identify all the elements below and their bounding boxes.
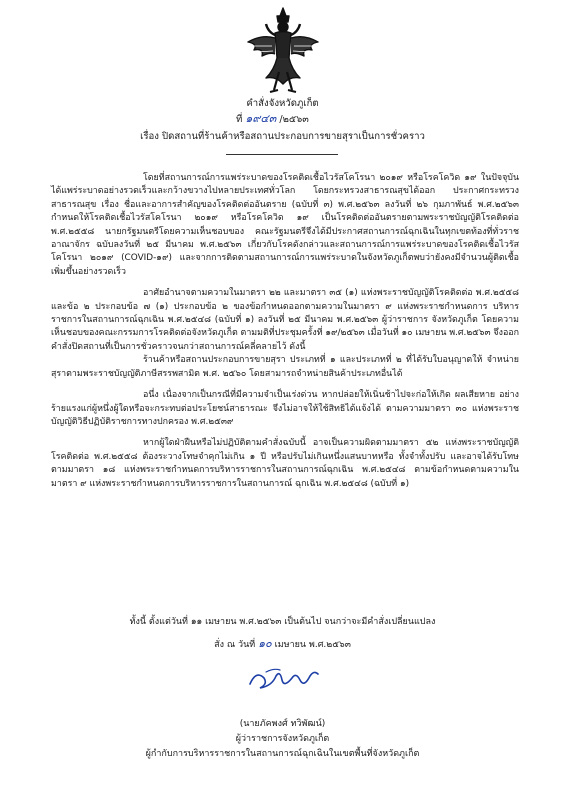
signed-day-handwritten: ๑๐ (258, 637, 272, 650)
document-number (236, 112, 309, 126)
paragraph-penalty: หากผู้ใดฝ่าฝืนหรือไม่ปฏิบัติตามคำสั่งฉบับนี้ อาจเป็นความผิดตามมาตรา ๕๒ แห่งพระราชบัญญัติโรคติดต่อ พ.ศ.๒๕๕๘ ต้องระวางโทษจำคุกไม่เกิน ๑ ปี หรือปรับไม่เกินหนึ่งแสนบาทหรือ ทั้งจำทั้งปรับ และอาจได้รับโทษตามมาตรา ๑๘ แห่งพระราชกำหนดการบริหารราชการในสถานการณ์ฉุกเฉิน พ.ศ.๒๕๔๘ ตามข้อกำหนดตามความในมาตรา ๙ แห่งพระราชกำหนดการบริหารราชการในสถานการณ์ ฉุกเฉิน พ.ศ.๒๕๔๘ (ฉบับที่ ๑) (51, 438, 519, 489)
document-number-prefix: ที่ (236, 114, 243, 125)
order-body (51, 172, 519, 491)
order-title: คำสั่งจังหวัดภูเก็ต (246, 98, 319, 109)
paragraph-urgency: อนึ่ง เนื่องจากเป็นกรณีที่มีความจำเป็นเร่งด่วน หากปล่อยให้เนิ่นช้าไปจะก่อให้เกิด ผลเสียหาย อย่างร้ายแรงแก่ผู้หนึ่งผู้ใดหรือจะกระทบต่อประโยชน์สาธารณะ จึงไม่อาจให้ใช้สิทธิได้แจ้งได้ ตามความมาตรา ๓๐ แห่งพระราชบัญญัติวิธีปฏิบัติราชการทางปกครอง พ.ศ.๒๕๓๙ (51, 390, 520, 427)
paragraph-authority: อาศัยอำนาจตามความในมาตรา ๒๒ และมาตรา ๓๕ (๑) แห่งพระราชบัญญัติโรคติดต่อ พ.ศ.๒๕๕๘ และข้อ ๒ ประกอบข้อ ๗ (๑) ประกอบข้อ ๒ ของข้อกำหนดออกตามความในมาตรา ๙ แห่งพระราชกำหนดการ บริหารราชการในสถานการณ์ฉุกเฉิน พ.ศ.๒๕๔๘ (ฉบับที่ ๑) ลงวันที่ ๒๕ มีนาคม พ.ศ.๒๕๖๓ ผู้ว่าราชการ จังหวัดภูเก็ต โดยความเห็นชอบของคณะกรรมการโรคติดต่อจังหวัดภูเก็ต ตามมติที่ประชุมครั้งที่ ๑๙/๒๕๖๓ เมื่อวันที่ ๑๐ เมษายน พ.ศ.๒๕๖๓ จึงออกคำสั่งปิดสถานที่เป็นการชั่วคราวจนกว่าสถานการณ์คลี่คลายไว้ ดังนี้ (51, 288, 519, 352)
document-number-handwritten: ๑๙๔๓ (245, 112, 277, 125)
handwritten-signature (246, 664, 322, 694)
document-year: /๒๕๖๓ (279, 114, 309, 125)
signed-date: สั่ง ณ วันที่ ๑๐ เมษายน พ.ศ.๒๕๖๓ (214, 637, 351, 650)
subject-line: เรื่อง ปิดสถานที่ร้านค้าหรือสถานประกอบการขายสุราเป็นการชั่วคราว (140, 131, 425, 142)
garuda-emblem-icon (244, 6, 322, 98)
divider (226, 154, 338, 155)
signatory-position: ผู้ว่าราชการจังหวัดภูเก็ต (235, 734, 330, 744)
paragraph-situation: โดยที่สถานการณ์การแพร่ระบาดของโรคติดเชื้อไวรัสโคโรนา ๒๐๑๙ หรือโรคโควิด ๑๙ ในปัจจุบันได้แพร่ระบาดอย่างรวดเร็วและกว้างขวางไปหลายประเทศทั่วโลก โดยกระทรวงสาธารณสุขได้ออก ประกาศกระทรวงสาธารณสุข เรื่อง ชื่อและอาการสำคัญของโรคติดต่ออันตราย (ฉบับที่ ๓) พ.ศ.๒๕๖๓ ลงวันที่ ๒๖ กุมภาพันธ์ พ.ศ.๒๕๖๓ กำหนดให้โรคติดเชื้อไวรัสโคโรนา ๒๐๑๙ หรือโรคโควิด ๑๙ เป็นโรคติดต่ออันตรายตามพระราชบัญญัติโรคติดต่อ พ.ศ.๒๕๕๘ นายกรัฐมนตรีโดยความเห็นชอบของ คณะรัฐมนตรีจึงได้มีประกาศสถานการณ์ฉุกเฉินในทุกเขตท้องที่ทั่วราชอาณาจักร ฉบับลงวันที่ ๒๕ มีนาคม พ.ศ.๒๕๖๓ เกี่ยวกับโรคดังกล่าวและสถานการณ์การแพร่ระบาดของโรคติดเชื้อไวรัสโคโรนา ๒๐๑๙ (COVID-๑๙) และจากการติดตามสถานการณ์การแพร่ระบาดในจังหวัดภูเก็ตพบว่ายังคงมีจำนวนผู้ติดเชื้อ เพิ่มขึ้นอย่างรวดเร็ว (51, 173, 520, 277)
signatory-role: ผู้กำกับการบริหารราชการในสถานการณ์ฉุกเฉินในเขตพื้นที่จังหวัดภูเก็ต (145, 749, 420, 759)
signatory-name: (นายภัคพงศ์ ทวิพัฒน์) (239, 719, 326, 729)
effective-date: ทั้งนี้ ตั้งแต่วันที่ ๑๑ เมษายน พ.ศ.๒๕๖๓ เป็นต้นไป จนกว่าจะมีคำสั่งเปลี่ยนแปลง (129, 617, 436, 627)
paragraph-closure: ร้านค้าหรือสถานประกอบการขายสุรา ประเภทที่ ๑ และประเภทที่ ๒ ที่ได้รับใบอนุญาตให้ จำหน่ายสุราตามพระราชบัญญัติภาษีสรรพสามิต พ.ศ. ๒๕๖๐ โดยสามารถจำหน่ายสินค้าประเภทอื่นได้ (51, 355, 519, 379)
